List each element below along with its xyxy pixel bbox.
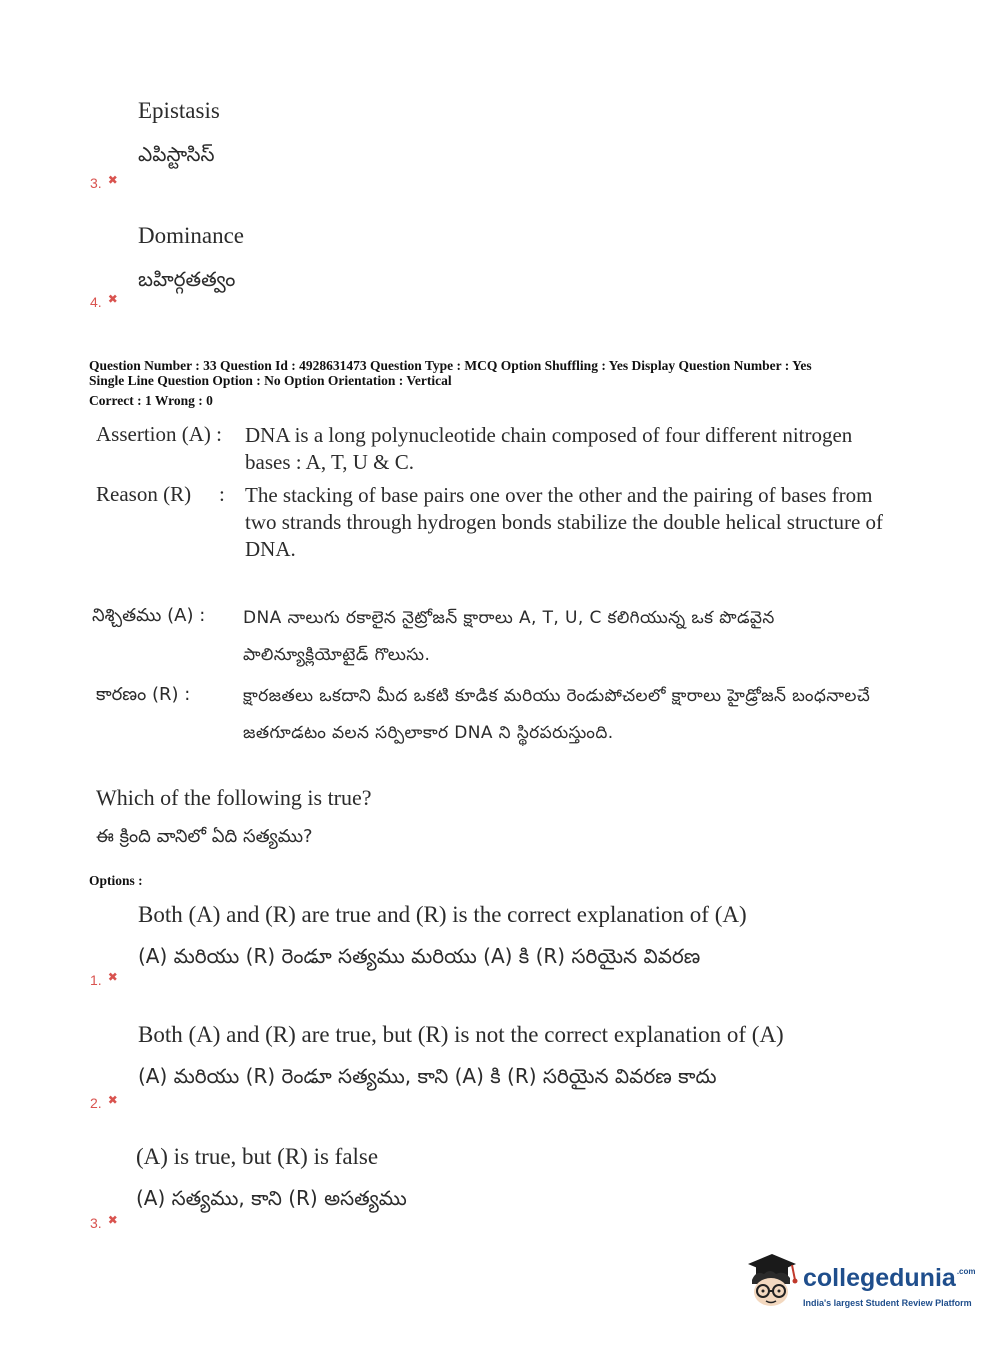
assertion-text: DNA is a long polynucleotide chain composed of four different nitrogen bases : A, T, U & C. bbox=[245, 423, 853, 474]
option-number: 4. bbox=[90, 294, 102, 310]
prev-option-3-number[interactable] bbox=[90, 173, 118, 191]
te-reason-label: కారణం (R) : bbox=[96, 684, 191, 705]
prev-option-4-number[interactable] bbox=[90, 292, 118, 310]
reason-text: The stacking of base pairs one over the other and the pairing of bases from two strands through hydrogen bonds stabilize the double helical structure of DNA. bbox=[245, 483, 884, 561]
wrong-mark-icon: ✖ bbox=[107, 1213, 118, 1227]
te-assertion-text: DNA నాలుగు రకాలైన నైట్రోజన్ క్షారాలు A, T, U, C కలిగియున్న ఒక పొడవైన పాలిన్యూక్లియోటైడ్ గొలుసు. bbox=[243, 608, 775, 665]
collegedunia-mascot-icon bbox=[742, 1250, 802, 1310]
option-number: 1. bbox=[90, 972, 102, 988]
option-2-en: Both (A) and (R) are true, but (R) is not the correct explanation of (A) bbox=[138, 1022, 784, 1047]
option-2-number[interactable] bbox=[90, 1093, 118, 1111]
option-3-number[interactable] bbox=[90, 1213, 118, 1231]
option-1-number[interactable] bbox=[90, 970, 118, 988]
wrong-mark-icon: ✖ bbox=[107, 292, 118, 306]
option-number: 2. bbox=[90, 1095, 102, 1111]
option-number: 3. bbox=[90, 1215, 102, 1231]
option-2-te: (A) మరియు (R) రెండూ సత్యము, కాని (A) కి (R) సరియైన వివరణ కాదు bbox=[138, 1064, 717, 1088]
wrong-mark-icon: ✖ bbox=[107, 1093, 118, 1107]
prev-option-4-en: Dominance bbox=[138, 223, 245, 248]
logo-suffix: .com bbox=[956, 1267, 976, 1276]
reason-label: Reason (R) bbox=[96, 482, 192, 506]
te-assertion-label: నిశ్చితము (A) : bbox=[92, 605, 206, 626]
prev-option-3-en: Epistasis bbox=[138, 98, 220, 123]
options-label: Options : bbox=[89, 873, 143, 888]
assertion-label: Assertion (A) : bbox=[96, 422, 222, 446]
wrong-mark-icon: ✖ bbox=[107, 970, 118, 984]
logo-name: collegedunia bbox=[803, 1264, 956, 1292]
wrong-mark-icon: ✖ bbox=[107, 173, 118, 187]
logo-wordmark bbox=[803, 1264, 975, 1293]
option-3-en: (A) is true, but (R) is false bbox=[136, 1144, 379, 1169]
prev-option-4-te: బహిర్గతత్వం bbox=[138, 267, 236, 291]
prev-option-3-te: ఎపిస్టాసిస్ bbox=[138, 142, 215, 166]
question-prompt-te: ఈ క్రింది వానిలో ఏది సత్యము? bbox=[96, 826, 313, 847]
question-meta-line-1: Question Number : 33 Question Id : 4928631473 Question Type : MCQ Option Shuffling : Yes Display Question Number : Yes bbox=[89, 358, 812, 373]
option-number: 3. bbox=[90, 175, 102, 191]
option-1-te: (A) మరియు (R) రెండూ సత్యము మరియు (A) కి (R) సరియైన వివరణ bbox=[138, 944, 701, 968]
question-meta-line-3: Correct : 1 Wrong : 0 bbox=[89, 393, 213, 408]
te-reason-text: క్షారజతలు ఒకదాని మీద ఒకటి కూడిక మరియు రెండుపోచలలో క్షారాలు హైడ్రోజన్ బంధనాలచే జతగూడటం వలన సర్పిలాకార DNA ని స్థిరపరుస్తుంది. bbox=[243, 686, 871, 743]
question-prompt-en: Which of the following is true? bbox=[96, 785, 372, 810]
reason-colon: : bbox=[219, 482, 225, 506]
logo-tagline: India's largest Student Review Platform bbox=[803, 1298, 972, 1308]
option-3-te: (A) సత్యము, కాని (R) అసత్యము bbox=[136, 1186, 407, 1210]
option-1-en: Both (A) and (R) are true and (R) is the correct explanation of (A) bbox=[138, 902, 747, 927]
question-meta-line-2: Single Line Question Option : No Option Orientation : Vertical bbox=[89, 373, 452, 388]
